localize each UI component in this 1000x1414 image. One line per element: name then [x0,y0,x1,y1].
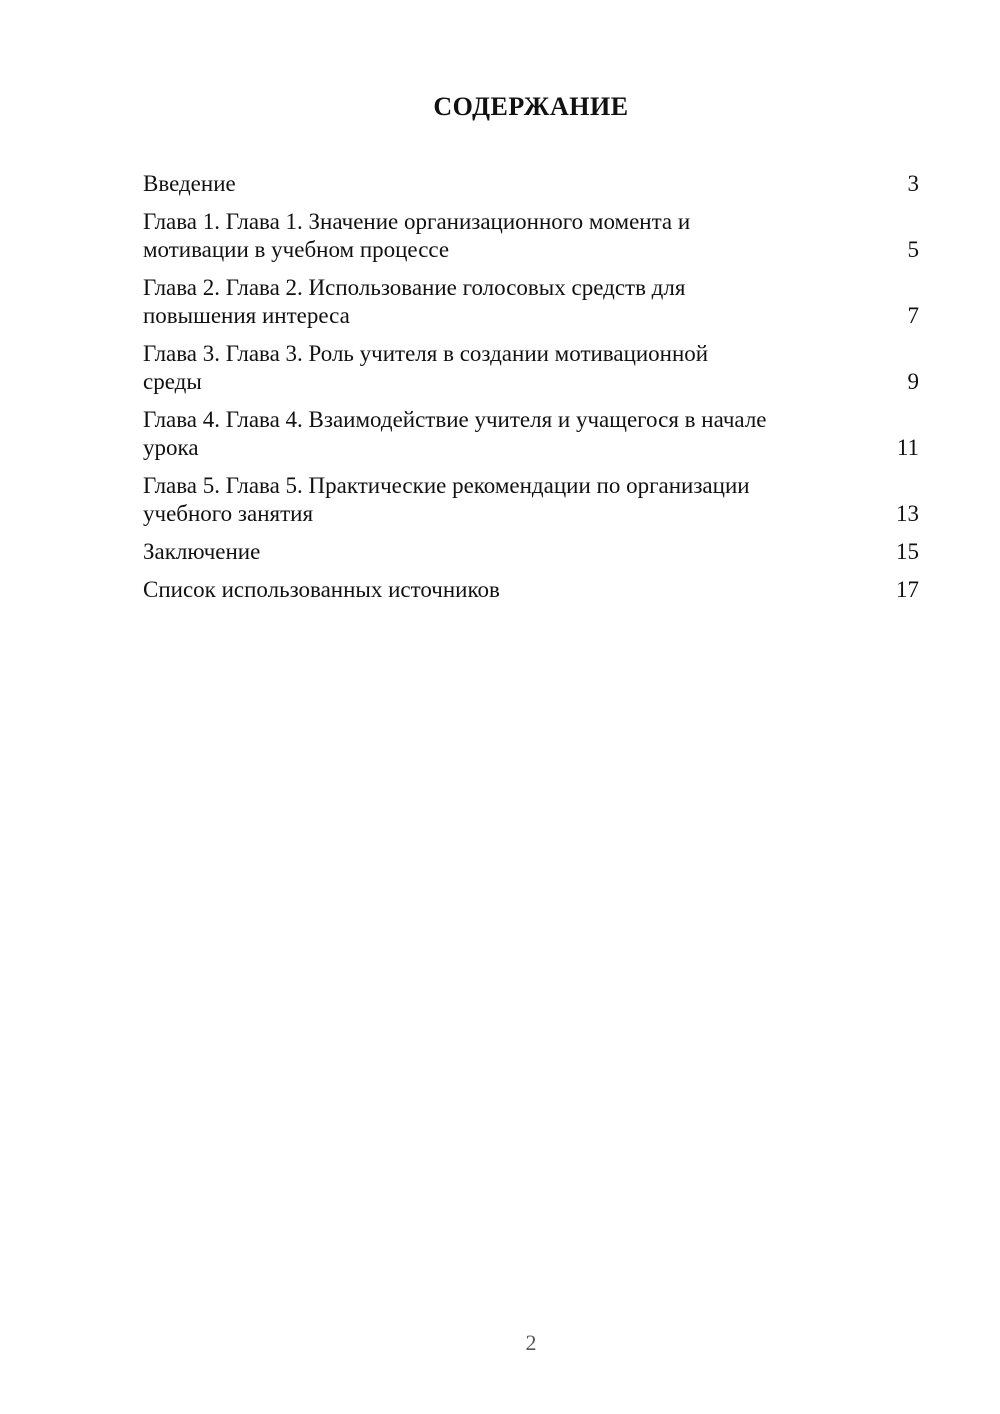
toc-entry-title [143,340,892,396]
page-title: СОДЕРЖАНИЕ [433,92,629,121]
toc-entry-references [143,576,919,604]
toc-entry-page-number: 5 [907,237,919,262]
toc-entry-line: Глава 3. Глава 3. Роль учителя в создании мотивационной [143,341,709,366]
toc-entry-chapter-5 [143,472,919,528]
toc-entry-title [143,274,892,330]
toc-entry-title [143,538,880,566]
toc-entry-line: повышения интереса [143,303,350,328]
toc-entry-introduction [143,170,919,198]
toc-entry-line: урока [143,435,199,460]
toc-entry-line: мотивации в учебном процессе [143,237,450,262]
toc-entry-title [143,406,881,462]
toc-entry-page-number: 7 [907,303,919,328]
content-column [143,0,919,614]
toc-entry-page-number: 3 [907,171,919,196]
toc-entry-line: Введение [143,171,236,196]
toc-entry-page-number: 9 [907,369,919,394]
toc-entry-chapter-2 [143,274,919,330]
toc-entry-page-number: 17 [896,577,919,602]
toc-entry-line: Список использованных источников [143,577,500,602]
toc-entry-line: Заключение [143,539,261,564]
toc-entry-chapter-1 [143,208,919,264]
toc-entry-title [143,576,880,604]
toc-entry-line: Глава 2. Глава 2. Использование голосовых средств для [143,275,686,300]
footer-page-number: 2 [525,1330,537,1355]
toc-entry-line: Глава 5. Глава 5. Практические рекомендации по организации [143,473,750,498]
toc-entry-title [143,472,880,528]
toc-entry-line: Глава 4. Глава 4. Взаимодействие учителя и учащегося в начале [143,407,767,432]
toc-entry-chapter-3 [143,340,919,396]
toc-entry-line: среды [143,369,202,394]
toc-entry-line: Глава 1. Глава 1. Значение организационного момента и [143,209,691,234]
toc-entry-page-number: 11 [896,435,919,460]
toc-entry-title [143,208,892,264]
toc-entry-chapter-4 [143,406,919,462]
toc-entry-page-number: 15 [896,539,919,564]
toc-entry-conclusion [143,538,919,566]
toc-entry-title [143,170,892,198]
toc-entry-line: учебного занятия [143,501,314,526]
table-of-contents [143,170,919,604]
toc-entry-page-number: 13 [896,501,919,526]
